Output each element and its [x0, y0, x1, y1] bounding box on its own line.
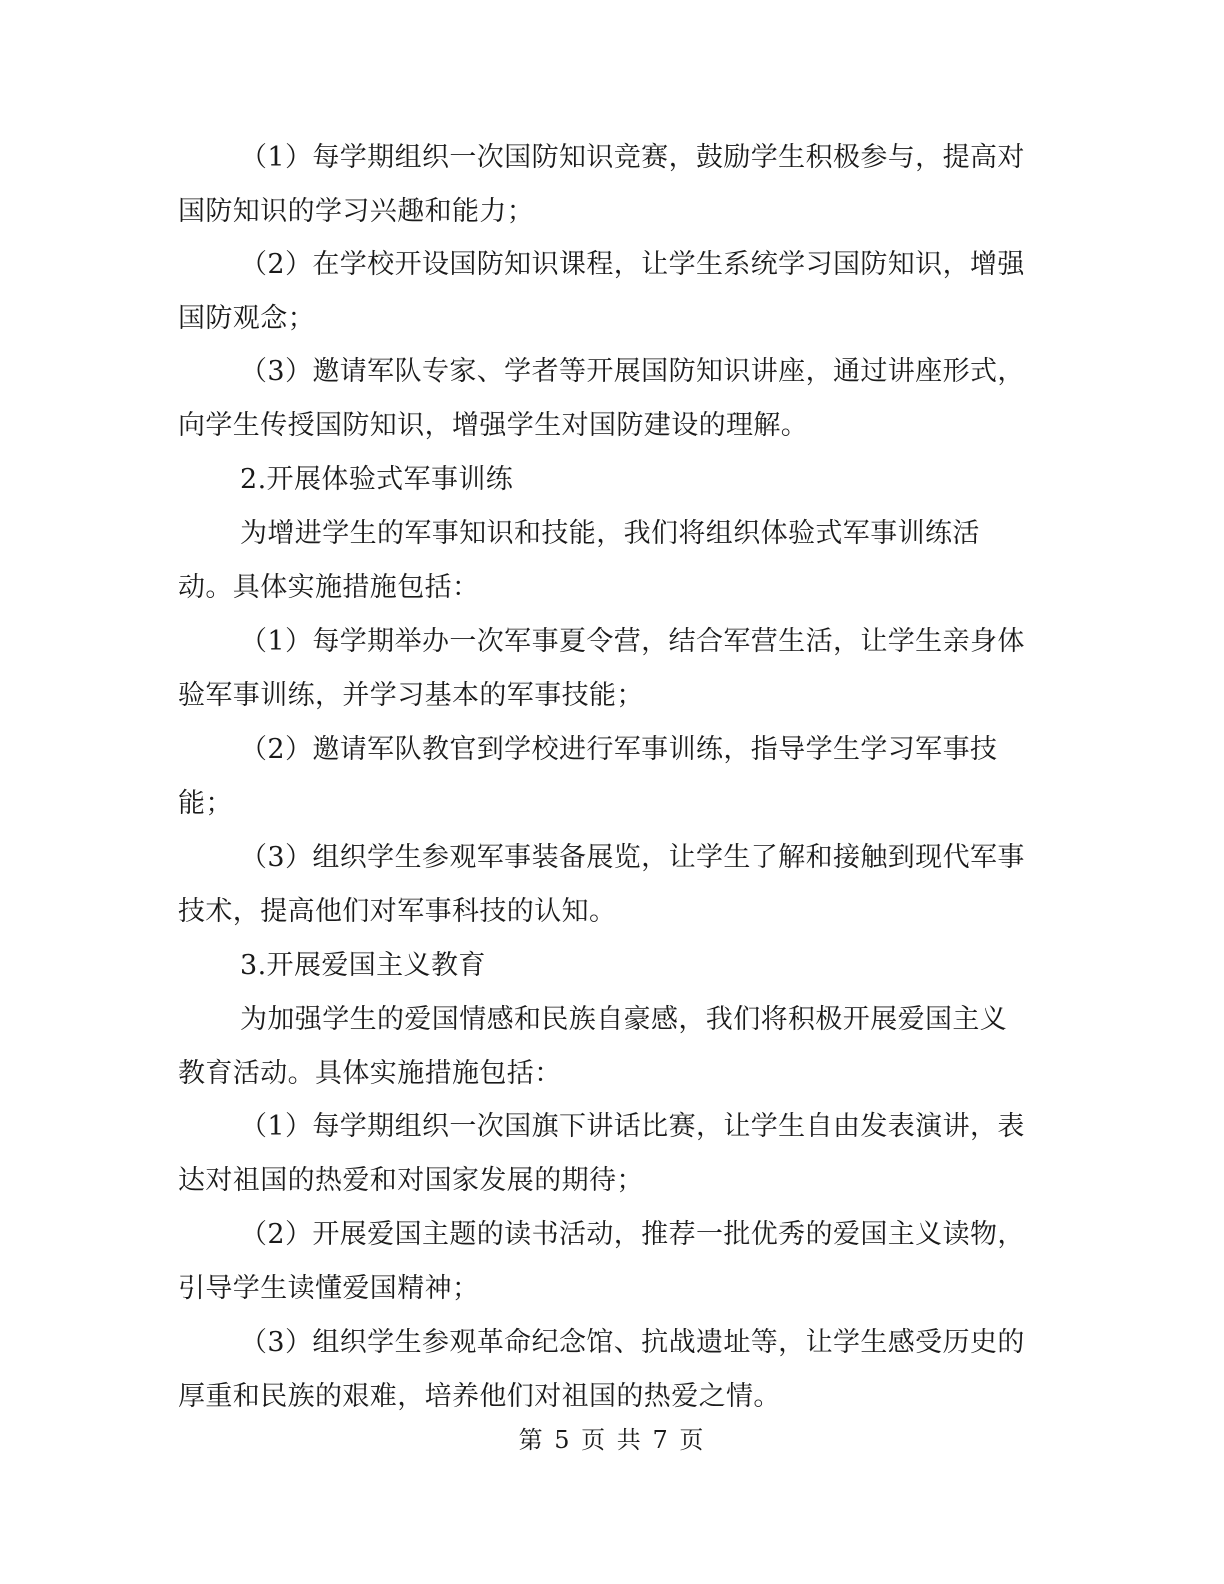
text-line: 教育活动。具体实施措施包括：	[178, 1058, 562, 1089]
text-line: 国防观念；	[178, 303, 315, 334]
text-line: 向学生传授国防知识，增强学生对国防建设的理解。	[178, 410, 809, 441]
text-line: 技术，提高他们对军事科技的认知。	[178, 896, 617, 927]
text-line: （2）在学校开设国防知识课程，让学生系统学习国防知识，增强	[240, 249, 1025, 280]
page-footer: 第 5 页 共 7 页	[518, 1426, 706, 1454]
text-line: 验军事训练，并学习基本的军事技能；	[178, 680, 644, 711]
text-line: （3）组织学生参观军事装备展览，让学生了解和接触到现代军事	[240, 842, 1025, 873]
text-line: 国防知识的学习兴趣和能力；	[178, 196, 535, 227]
text-line: 引导学生读懂爱国精神；	[178, 1273, 480, 1304]
text-line: 达对祖国的热爱和对国家发展的期待；	[178, 1165, 644, 1196]
text-line: （2）邀请军队教官到学校进行军事训练，指导学生学习军事技	[240, 734, 998, 765]
text-line: 为增进学生的军事知识和技能，我们将组织体验式军事训练活	[240, 518, 980, 549]
text-line: （1）每学期举办一次军事夏令营，结合军营生活，让学生亲身体	[240, 626, 1025, 657]
text-line: （3）邀请军队专家、学者等开展国防知识讲座，通过讲座形式，	[240, 356, 1025, 387]
section-heading: 3.开展爱国主义教育	[240, 950, 486, 981]
text-line: 厚重和民族的艰难，培养他们对祖国的热爱之情。	[178, 1381, 781, 1412]
text-line: （1）每学期组织一次国旗下讲话比赛，让学生自由发表演讲，表	[240, 1111, 1025, 1142]
text-line: 能；	[178, 788, 233, 819]
text-line: 动。具体实施措施包括：	[178, 572, 480, 603]
section-heading: 2.开展体验式军事训练	[240, 464, 514, 495]
text-line: （3）组织学生参观革命纪念馆、抗战遗址等，让学生感受历史的	[240, 1327, 1025, 1358]
text-line: （1）每学期组织一次国防知识竞赛，鼓励学生积极参与，提高对	[240, 142, 1025, 173]
text-line: 为加强学生的爱国情感和民族自豪感，我们将积极开展爱国主义	[240, 1004, 1008, 1035]
text-line: （2）开展爱国主题的读书活动，推荐一批优秀的爱国主义读物，	[240, 1219, 1025, 1250]
